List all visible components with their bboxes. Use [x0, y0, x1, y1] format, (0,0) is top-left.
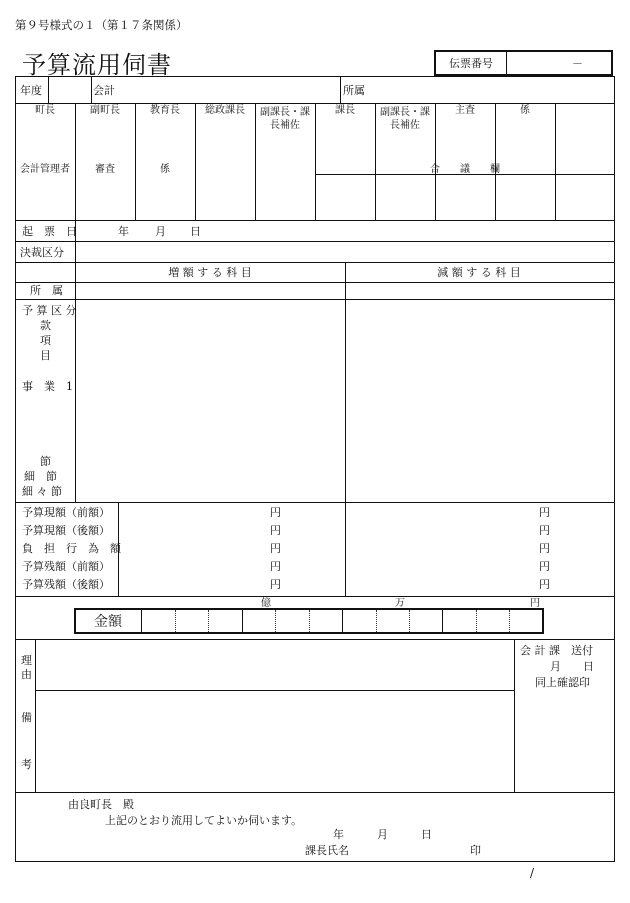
approval-superintendent: 教育長 [150, 105, 180, 116]
seal-label: 印 [470, 844, 481, 857]
section-chief-name-label: 課長氏名 [305, 844, 349, 857]
approval-mayor: 町長 [35, 105, 55, 116]
decision-category-label: 決裁区分 [20, 246, 64, 259]
approval-clerk: 係 [160, 164, 170, 175]
accounting-send-label: 会 計 課 送付 [520, 644, 593, 657]
kou-label: 項 [40, 334, 51, 347]
slip-number-box [434, 50, 613, 76]
draft-date-month: 月 [155, 225, 166, 238]
approval-deputy-chief-2: 副課長・課長補佐 [380, 107, 430, 131]
yen-unit: 円 [539, 578, 550, 591]
page-title: 予算流用伺書 [22, 51, 172, 79]
draft-date-label: 起 票 日 [22, 225, 77, 238]
increase-subject-header: 増 額 す る 科 目 [168, 266, 252, 279]
department-label: 所属 [343, 84, 365, 97]
approval-deputy-mayor: 副町長 [90, 105, 120, 116]
saisai-label: 細 々 節 [22, 485, 62, 498]
amount-row-label: 負 担 行 為 額 [22, 542, 121, 555]
yen-unit: 円 [270, 542, 281, 555]
unit-oku: 億 [261, 598, 271, 609]
unit-man: 万 [395, 598, 405, 609]
amount-box [74, 608, 544, 634]
amount-row-label: 予算現額（後額） [22, 524, 110, 537]
council-label: 合 議 欄 [430, 164, 500, 175]
decrease-subject-header: 減 額 す る 科 目 [437, 266, 521, 279]
saisetsu-label: 細 節 [24, 470, 57, 483]
yen-unit: 円 [270, 506, 281, 519]
account-label: 会計 [93, 84, 115, 97]
budget-class-label: 予 算 区 分 [22, 304, 77, 317]
subject-department-label: 所 属 [30, 284, 63, 297]
request-date: 年 月 日 [333, 828, 432, 841]
fiscal-year-label: 年度 [20, 84, 42, 97]
remarks-label-2: 考 [21, 758, 32, 771]
corner-mark: / [530, 866, 535, 880]
accounting-confirm-label: 同上確認印 [535, 676, 590, 689]
approval-general-affairs-chief: 総政課長 [205, 105, 245, 116]
amount-row-label: 予算残額（前額） [22, 560, 110, 573]
yen-unit: 円 [539, 524, 550, 537]
approval-deputy-chief-1: 副課長・課長補佐 [260, 107, 310, 131]
form-number: 第９号様式の１（第１７条関係） [15, 18, 188, 32]
project-label: 事 業 1 [22, 380, 73, 393]
approval-accounting-manager: 会計管理者 [20, 164, 70, 175]
approval-audit: 審査 [95, 164, 115, 175]
amount-row-label: 予算現額（前額） [22, 506, 110, 519]
form-frame [15, 76, 615, 862]
moku-label: 目 [40, 349, 51, 362]
yen-unit: 円 [539, 506, 550, 519]
remarks-label-1: 備 [21, 711, 32, 724]
draft-date-day: 日 [190, 225, 201, 238]
yen-unit: 円 [539, 542, 550, 555]
approval-staff: 係 [520, 105, 530, 116]
yen-unit: 円 [270, 524, 281, 537]
approval-chief-officer: 主査 [455, 105, 475, 116]
slip-number-label: 伝票番号 [436, 52, 507, 74]
approval-section-chief: 課長 [335, 105, 355, 116]
reason-label: 理 由 [21, 654, 32, 681]
request-text: 上記のとおり流用してよいか伺います。 [105, 814, 303, 827]
amount-row-label: 予算残額（後額） [22, 578, 110, 591]
setsu-label: 節 [40, 455, 51, 468]
unit-en: 円 [530, 598, 540, 609]
yen-unit: 円 [270, 578, 281, 591]
addressee: 由良町長 殿 [68, 798, 134, 811]
draft-date-year: 年 [118, 225, 129, 238]
yen-unit: 円 [539, 560, 550, 573]
accounting-date-label: 月 日 [550, 660, 594, 673]
slip-number-value[interactable]: － [572, 57, 583, 70]
amount-label: 金額 [94, 614, 122, 630]
kan-label: 款 [40, 319, 51, 332]
yen-unit: 円 [270, 560, 281, 573]
